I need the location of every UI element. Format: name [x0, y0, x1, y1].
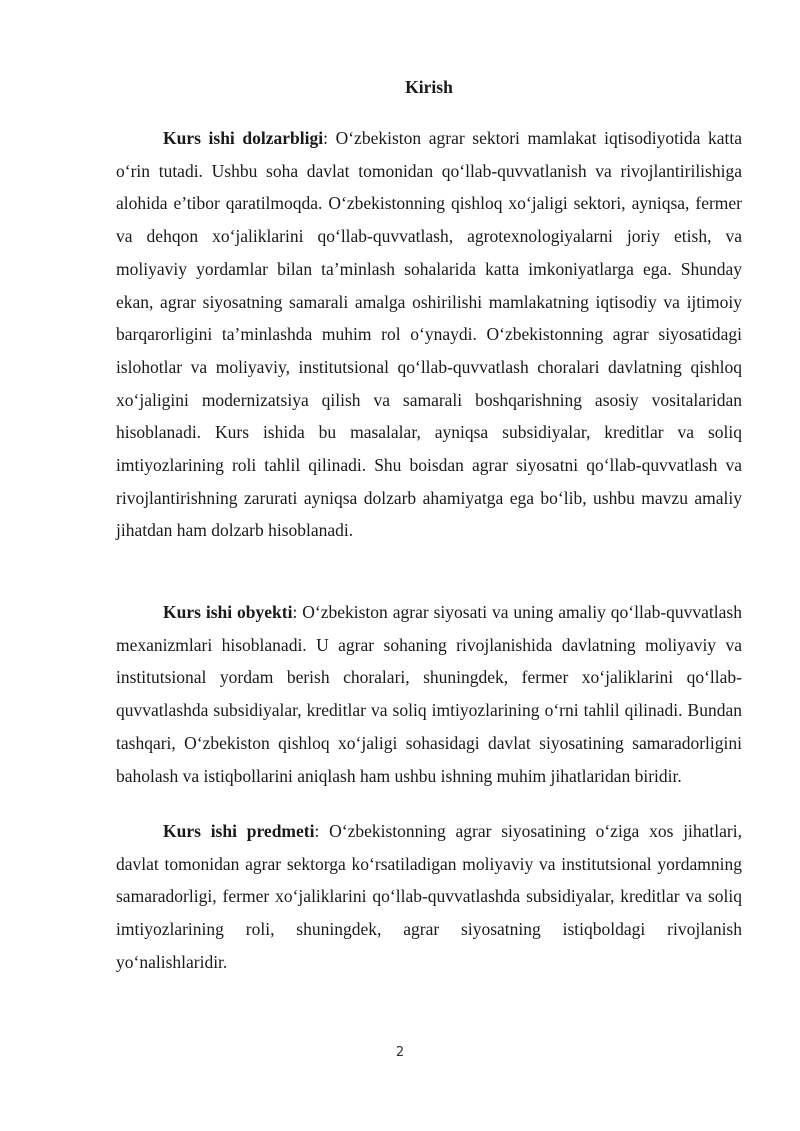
- page-title: Kirish: [405, 77, 453, 97]
- paragraph-text: : O‘zbekiston agrar siyosati va uning amaliy qo‘llab-quvvatlash mexanizmlari hisoblanadi. U agrar sohaning rivojlanishida davlatning moliyaviy va institutsional yordam berish choralari, shuningdek, fermer xo‘jaliklarini qo‘llab-quvvatlashda subsidiyalar, kreditlar va soliq imtiyozlarining o‘rni tahlil qilinadi. Bundan tashqari, O‘zbekiston qishloq xo‘jaligi sohasidagi davlat siyosatining samaradorligini baholash va istiqbollarini aniqlash ham ushbu ishning muhim jihatlaridan biridir.: [116, 602, 742, 786]
- paragraph-lead: Kurs ishi dolzarbligi: [163, 128, 324, 148]
- paragraph-subject: [116, 815, 742, 979]
- paragraph-text: : O‘zbekiston agrar sektori mamlakat iqtisodiyotida katta o‘rin tutadi. Ushbu soha davlat tomonidan qo‘llab-quvvatlanish va rivojlantirilishiga alohida e’tibor qaratilmoqda. O‘zbekistonning qishloq xo‘jaligi sektori, ayniqsa, fermer va dehqon xo‘jaliklarini qo‘llab-quvvatlash, agrotexnologiyalarni joriy etish, va moliyaviy yordamlar bilan ta’minlash sohalarida katta imkoniyatlarga ega. Shunday ekan, agrar siyosatning samarali amalga oshirilishi mamlakatning iqtisodiy va ijtimoiy barqarorligini ta’minlashda muhim rol o‘ynaydi. O‘zbekistonning agrar siyosatidagi islohotlar va moliyaviy, institutsional qo‘llab-quvvatlash choralari davlatning qishloq xo‘jaligini modernizatsiya qilish va samarali boshqarishning asosiy vositalaridan hisoblanadi. Kurs ishida bu masalalar, ayniqsa subsidiyalar, kreditlar va soliq imtiyozlarining roli tahlil qilinadi. Shu boisdan agrar siyosatni qo‘llab-quvvatlash va rivojlantirishning zarurati ayniqsa dolzarb ahamiyatga ega bo‘lib, ushbu mavzu amaliy jihatdan ham dolzarb hisoblanadi.: [116, 128, 742, 541]
- paragraph-relevance: [116, 122, 742, 547]
- paragraph-object: [116, 596, 742, 792]
- paragraph-lead: Kurs ishi obyekti: [163, 602, 293, 622]
- paragraph-text: : O‘zbekistonning agrar siyosatining o‘ziga xos jihatlari, davlat tomonidan agrar sektorga ko‘rsatiladigan moliyaviy va institutsional yordamning samaradorligi, fermer xo‘jaliklarini qo‘llab-quvvatlashda subsidiyalar, kreditlar va soliq imtiyozlarining roli, shuningdek, agrar siyosatning istiqboldagi rivojlanish yo‘nalishlaridir.: [116, 821, 742, 972]
- page-number: 2: [395, 1045, 405, 1060]
- paragraph-lead: Kurs ishi predmeti: [163, 821, 315, 841]
